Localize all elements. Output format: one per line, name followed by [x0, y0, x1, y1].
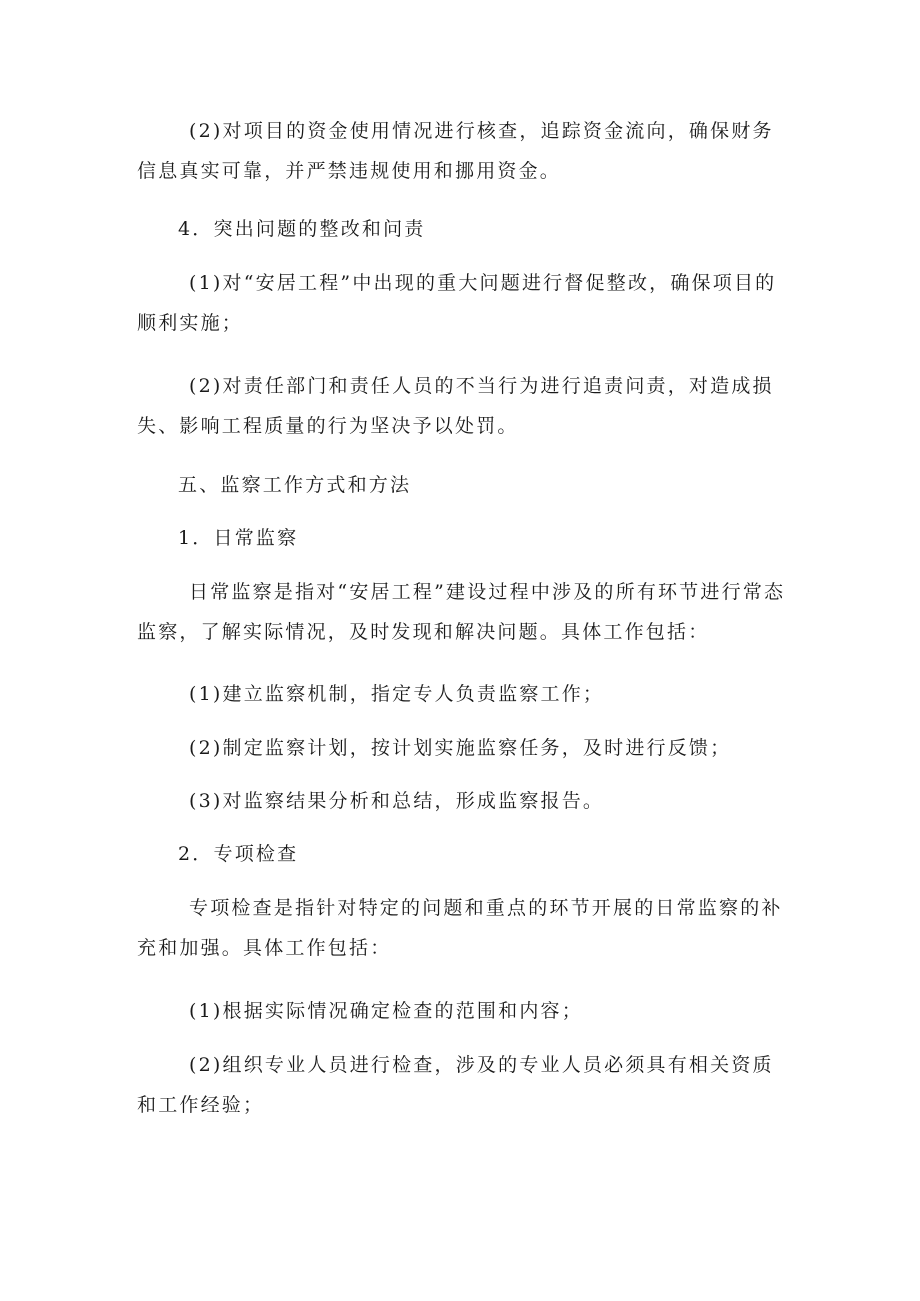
paragraph-professionals: (2)组织专业人员进行检查，涉及的专业人员必须具有相关资质和工作经验；: [137, 1054, 774, 1116]
paragraph-fund-audit: (2)对项目的资金使用情况进行核查，追踪资金流向，确保财务信息真实可靠，并严禁违规使用和挪用资金。: [137, 120, 774, 182]
paragraph-major-issues: (1)对“安居工程”中出现的重大问题进行督促整改，确保项目的顺利实施；: [137, 272, 777, 334]
paragraph-accountability: (2)对责任部门和责任人员的不当行为进行追责问责，对造成损失、影响工程质量的行为坚决予以处罚。: [137, 375, 774, 437]
paragraph-daily-supervision-desc: 日常监察是指对“安居工程”建设过程中涉及的所有环节进行常态监察，了解实际情况，及时发现和解决问题。具体工作包括：: [137, 581, 786, 643]
paragraph-plan: (2)制定监察计划，按计划实施监察任务，及时进行反馈；: [189, 737, 732, 759]
heading-section-five: 五、监察工作方式和方法: [178, 474, 412, 496]
heading-special-inspection: 2．专项检查: [178, 843, 299, 865]
paragraph-report: (3)对监察结果分析和总结，形成监察报告。: [189, 790, 605, 812]
paragraph-mechanism: (1)建立监察机制，指定专人负责监察工作；: [189, 683, 605, 705]
heading-daily-supervision: 1．日常监察: [178, 527, 299, 549]
paragraph-special-inspection-desc: 专项检查是指针对特定的问题和重点的环节开展的日常监察的补充和加强。具体工作包括：: [137, 897, 783, 959]
heading-rectification: 4．突出问题的整改和问责: [178, 218, 426, 240]
paragraph-scope: (1)根据实际情况确定检查的范围和内容；: [189, 1000, 583, 1022]
